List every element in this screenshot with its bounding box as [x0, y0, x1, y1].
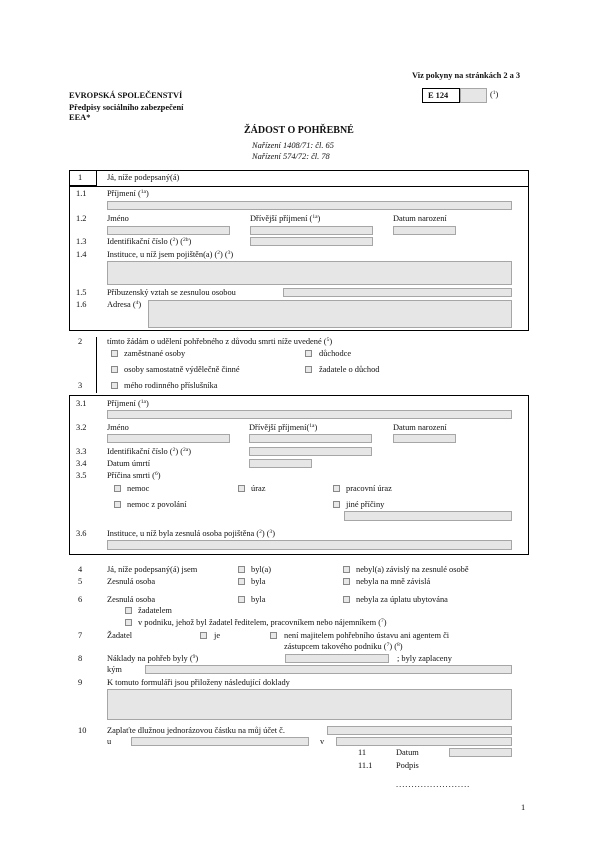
deceased-first-name-label: Jméno [107, 423, 129, 432]
s7-is-not-checkbox[interactable] [270, 632, 277, 639]
other-causes-label: jiné příčiny [346, 500, 385, 509]
attachments-field[interactable] [107, 689, 512, 720]
address-label: Adresa ($^4$) [107, 300, 142, 309]
cause-of-death-label: Příčina smrti ($^6$) [107, 471, 161, 480]
bank-at-label: u [107, 737, 112, 746]
section-5-label: Zesnulá osoba [107, 577, 156, 586]
section-4-num: 4 [78, 565, 83, 574]
section-8-num: 8 [78, 654, 83, 663]
previous-surname-field[interactable] [250, 226, 373, 235]
row-1-1-label: Příjmení ($^{1a}$) [107, 189, 149, 198]
section-9-num: 9 [78, 678, 83, 687]
s4-was-label: byl(a) [251, 565, 271, 574]
family-member-label: mého rodinného příslušníka [124, 381, 218, 390]
row-3-6-num: 3.6 [76, 529, 87, 538]
occupational-disease-label: nemoc z povolání [127, 500, 187, 509]
section-10-num: 10 [78, 726, 87, 735]
row-3-3-num: 3.3 [76, 447, 87, 456]
occupational-disease-checkbox[interactable] [114, 501, 121, 508]
date-of-birth-field[interactable] [393, 226, 456, 235]
s7-is-not-label-1: není majitelem pohřebního ústavu ani agentem či [284, 631, 450, 640]
s5-was-not-label: nebyla na mně závislá [356, 577, 431, 586]
section-1-num: 1 [78, 173, 83, 182]
date-field[interactable] [449, 748, 512, 757]
eea-label: EEA* [69, 113, 91, 122]
section-1-divider [69, 186, 529, 187]
family-member-checkbox[interactable] [111, 382, 118, 389]
row-1-4-num: 1.4 [76, 250, 87, 259]
section-2-vertical-rule [96, 337, 97, 393]
account-number-field[interactable] [327, 726, 512, 735]
s6-was-checkbox[interactable] [238, 596, 245, 603]
date-of-death-label: Datum úmrtí [107, 459, 151, 468]
org-name: EVROPSKÁ SPOLEČENSTVÍ [69, 91, 183, 100]
s5-was-not-checkbox[interactable] [343, 578, 350, 585]
deceased-date-label: Datum narození [393, 423, 447, 432]
section-2-label: tímto žádám o udělení pohřebného z důvodu smrti níže uvedené ($^5$) [107, 337, 333, 346]
row-1-5-num: 1.5 [76, 288, 87, 297]
deceased-institution-field[interactable] [107, 540, 512, 550]
row-1-1-num: 1.1 [76, 189, 87, 198]
row-3-5-num: 3.5 [76, 471, 87, 480]
self-employed-label: osoby samostatně výdělečně činné [124, 365, 240, 374]
bank-field[interactable] [131, 737, 309, 746]
s7-is-checkbox[interactable] [200, 632, 207, 639]
institution-field[interactable] [107, 261, 512, 285]
institution-label: Instituce, u níž jsem pojištěn(a) ($^2$) ($^3$) [107, 250, 234, 259]
paid-by-label: kým [107, 665, 122, 674]
injury-label: úraz [251, 484, 266, 493]
form-title: ŽÁDOST O POHŘEBNÉ [244, 125, 354, 136]
funeral-cost-label: Náklady na pohřeb byly ($^9$) [107, 654, 199, 663]
pension-applicant-checkbox[interactable] [305, 366, 312, 373]
s6-applicant-checkbox[interactable] [125, 607, 132, 614]
row-1-3-num: 1.3 [76, 237, 87, 246]
section-6-num: 6 [78, 595, 83, 604]
instructions-note: Viz pokyny na stránkách 2 a 3 [412, 71, 521, 80]
surname-field[interactable] [107, 201, 512, 210]
employee-checkbox[interactable] [111, 350, 118, 357]
injury-checkbox[interactable] [238, 485, 245, 492]
section-11-1-num: 11.1 [358, 761, 373, 770]
previous-surname-label: Dřívější příjmení ($^{1a}$) [250, 214, 321, 223]
pension-applicant-label: žadatele o důchod [319, 365, 380, 374]
row-3-1-num: 3.1 [76, 399, 87, 408]
s6-company-checkbox[interactable] [125, 619, 132, 626]
deceased-surname-label: Příjmení ($^{1a}$) [107, 399, 149, 408]
id-number-label: Identifikační číslo ($^2$) ($^{2b}$) [107, 237, 192, 246]
section-11-num: 11 [358, 748, 367, 757]
employee-label: zaměstnané osoby [124, 349, 186, 358]
s5-was-checkbox[interactable] [238, 578, 245, 585]
section-4-label: Já, níže podepsaný(á) jsem [107, 565, 198, 574]
section-7-label: Žadatel [107, 631, 133, 640]
form-code: E 124 [428, 91, 449, 100]
form-code-country-field[interactable] [460, 88, 487, 103]
page-number: 1 [521, 803, 526, 812]
form-code-box [422, 88, 460, 103]
id-number-field[interactable] [250, 237, 373, 246]
s7-is-label: je [214, 631, 221, 640]
form-code-footnote: ($^1$) [490, 90, 499, 99]
legal-basis-2: Nařízení 574/72: čl. 78 [252, 152, 330, 161]
work-injury-checkbox[interactable] [333, 485, 340, 492]
section-1-numbox [69, 170, 97, 186]
illness-label: nemoc [127, 484, 150, 493]
s5-was-label: byla [251, 577, 266, 586]
s4-was-not-checkbox[interactable] [343, 566, 350, 573]
deceased-id-field[interactable] [249, 447, 372, 456]
section-2-num: 2 [78, 337, 83, 346]
section-3-num: 3 [78, 381, 83, 390]
section-6-label: Zesnulá osoba [107, 595, 156, 604]
signature-label: Podpis [396, 761, 419, 770]
date-of-birth-label: Datum narození [393, 214, 447, 223]
legal-basis-1: Nařízení 1408/71: čl. 65 [252, 141, 334, 150]
s6-accommodation-label: nebyla za úplatu ubytována [356, 595, 448, 604]
bank-place-label: v [320, 737, 325, 746]
s6-applicant-label: žadatelem [138, 606, 172, 615]
work-injury-label: pracovní úraz [346, 484, 392, 493]
pensioner-label: důchodce [319, 349, 352, 358]
first-name-label: Jméno [107, 214, 129, 223]
s7-is-not-label-2: zástupcem takového podniku ($^7$) ($^8$) [284, 642, 403, 651]
row-3-4-num: 3.4 [76, 459, 87, 468]
deceased-date-field[interactable] [393, 434, 456, 443]
section-7-num: 7 [78, 631, 83, 640]
address-field[interactable] [148, 300, 512, 328]
attachments-label: K tomuto formuláři jsou přiloženy následující doklady [107, 678, 290, 687]
other-causes-checkbox[interactable] [333, 501, 340, 508]
paid-label: ; byly zaplaceny [397, 654, 452, 663]
deceased-first-name-field[interactable] [107, 434, 230, 443]
signature-line[interactable]: ........................ [396, 780, 471, 789]
deceased-institution-label: Instituce, u níž byla zesnulá osoba pojištěna ($^2$) ($^3$) [107, 529, 276, 538]
section-1-label: Já, níže podepsaný(á) [107, 173, 180, 182]
account-label: Zaplaťte dlužnou jednorázovou částku na můj účet č. [107, 726, 285, 735]
row-1-6-num: 1.6 [76, 300, 87, 309]
deceased-previous-surname-field[interactable] [249, 434, 372, 443]
row-1-2-num: 1.2 [76, 214, 87, 223]
relationship-field[interactable] [283, 288, 512, 297]
section-5-num: 5 [78, 577, 83, 586]
illness-checkbox[interactable] [114, 485, 121, 492]
regulations-label: Předpisy sociálního zabezpečení [69, 103, 184, 112]
relationship-label: Příbuzenský vztah se zesnulou osobou [107, 288, 236, 297]
first-name-field[interactable] [107, 226, 230, 235]
funeral-cost-field[interactable] [285, 654, 389, 663]
s6-was-label: byla [251, 595, 266, 604]
s4-was-not-label: nebyl(a) závislý na zesnulé osobě [356, 565, 469, 574]
date-of-death-field[interactable] [249, 459, 312, 468]
pensioner-checkbox[interactable] [305, 350, 312, 357]
date-label: Datum [396, 748, 419, 757]
other-causes-field[interactable] [344, 511, 512, 521]
s4-was-checkbox[interactable] [238, 566, 245, 573]
s6-accommodation-checkbox[interactable] [343, 596, 350, 603]
bank-place-field[interactable] [336, 737, 512, 746]
self-employed-checkbox[interactable] [111, 366, 118, 373]
paid-by-field[interactable] [145, 665, 512, 674]
deceased-surname-field[interactable] [107, 410, 512, 419]
deceased-previous-surname-label: Dřívější příjmení($^{1a}$) [249, 423, 318, 432]
deceased-id-label: Identifikační číslo ($^2$) ($^{2a}$) [107, 447, 192, 456]
s6-company-label: v podniku, jehož byl žadatel ředitelem, pracovníkem nebo nájemníkem ($^7$) [138, 618, 387, 627]
row-3-2-num: 3.2 [76, 423, 87, 432]
